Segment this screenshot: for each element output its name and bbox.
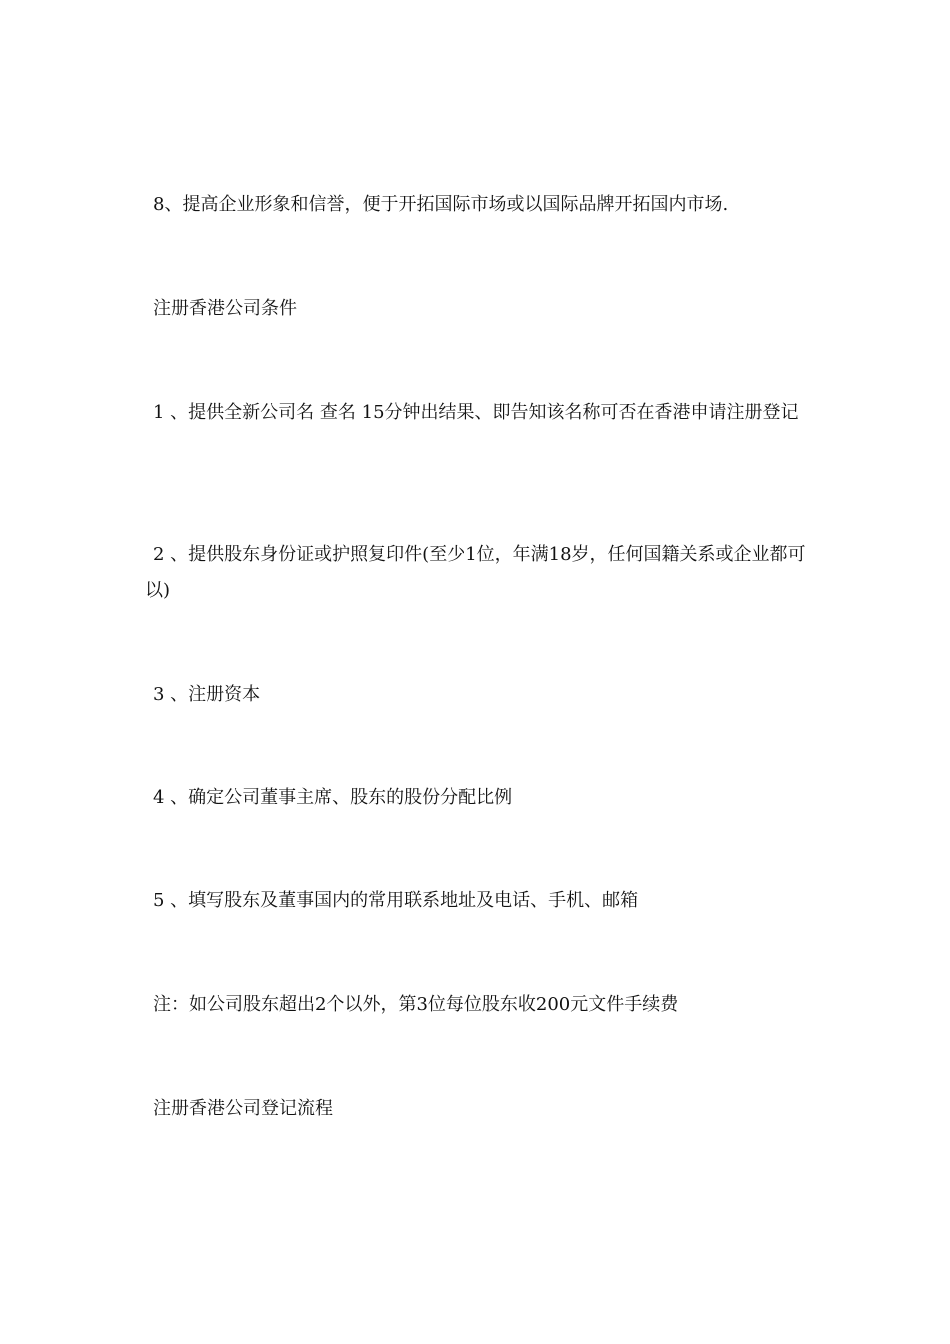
note-paragraph: 注：如公司股东超出2个以外，第3位每位股东收200元文件手续费 xyxy=(153,994,679,1015)
condition-item-5: 5 、填写股东及董事国内的常用联系地址及电话、手机、邮箱 xyxy=(153,890,639,911)
heading-registration-process: 注册香港公司登记流程 xyxy=(153,1098,333,1119)
condition-item-3: 3 、注册资本 xyxy=(153,684,261,705)
condition-item-2: 2 、提供股东身份证或护照复印件(至少1位，年满18岁，任何国籍关系或企业都可以) xyxy=(145,544,806,601)
condition-item-1: 1 、提供全新公司名 查名 15分钟出结果、即告知该名称可否在香港申请注册登记 xyxy=(153,402,799,423)
paragraph-advantage-8: 8、提高企业形象和信誉，便于开拓国际市场或以国际品牌开拓国内市场. xyxy=(153,194,729,215)
heading-registration-conditions: 注册香港公司条件 xyxy=(153,298,297,319)
condition-item-4: 4 、确定公司董事主席、股东的股份分配比例 xyxy=(153,787,513,808)
